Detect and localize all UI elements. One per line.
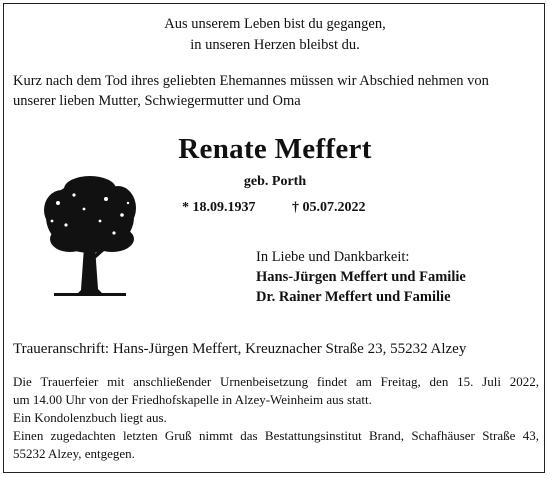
mourner-line-1: Hans-Jürgen Meffert und Familie: [256, 269, 466, 285]
birth-date: * 18.09.1937: [182, 200, 256, 215]
intro-line-1: Aus unserem Leben bist du gegangen,: [164, 16, 386, 32]
mourning-address: Traueranschrift: Hans-Jürgen Meffert, Kreuznacher Straße 23, 55232 Alzey: [13, 341, 467, 357]
details-line-2: um 14.00 Uhr von der Friedhofskapelle in Alzey-Weinheim aus statt.: [13, 392, 372, 407]
announcement-text: [13, 71, 541, 111]
announcement-line-2: unserer lieben Mutter, Schwiegermutter und Oma: [13, 93, 301, 109]
maiden-name: geb. Porth: [243, 174, 307, 189]
mourner-line-2: Dr. Rainer Meffert und Familie: [256, 289, 451, 305]
funeral-details: [13, 373, 539, 463]
tree-icon: [40, 175, 140, 300]
announcement-line-1: Kurz nach dem Tod ihres geliebten Ehemannes müssen wir Abschied nehmen von: [13, 73, 489, 89]
details-line-5: 55232 Alzey, entgegen.: [13, 446, 135, 461]
death-date: † 05.07.2022: [292, 200, 366, 215]
details-line-3: Ein Kondolenzbuch liegt aus.: [13, 410, 167, 425]
mourners-intro: In Liebe und Dankbarkeit:: [256, 249, 410, 265]
details-line-4: Einen zugedachten letzten Gruß nimmt das Bestattungsinstitut Brand, Schafhäuser Straße 43,: [13, 428, 539, 443]
details-line-1: Die Trauerfeier mit anschließender Urnenbeisetzung findet am Freitag, den 15. Juli 2022,: [13, 374, 539, 389]
intro-line-2: in unseren Herzen bleibst du.: [190, 37, 360, 53]
deceased-name: Renate Meffert: [178, 133, 372, 165]
